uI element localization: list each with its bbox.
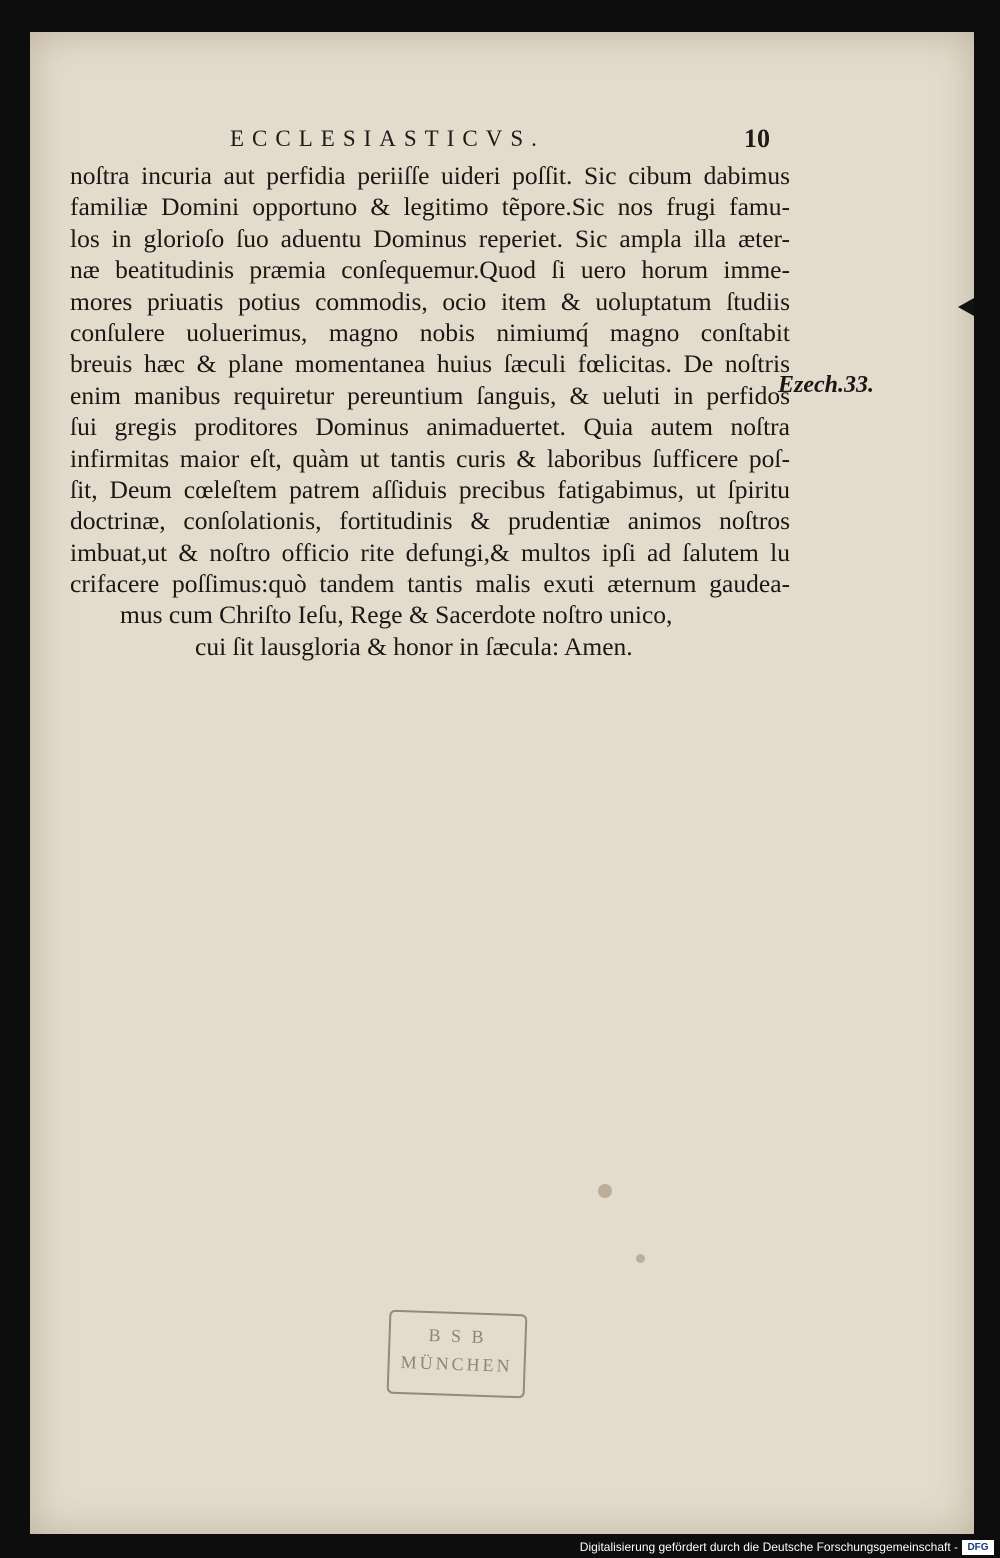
text-line: crifacere poſſimus:quò tandem tantis malis exuti æternum gaudea- <box>70 569 790 599</box>
book-page <box>30 32 974 1534</box>
text-line: imbuat,ut & noſtro officio rite defungi,& multos ipſi ad ſalutem lu <box>70 537 790 567</box>
page-tab-marker <box>958 298 974 316</box>
text-line: familiæ Domini opportuno & legitimo tẽpore.Sic nos frugi famu- <box>70 192 790 222</box>
page-number: 10 <box>744 124 770 153</box>
text-line: ſui gregis proditores Dominus animaduertet. Quia autem noſtra <box>70 412 790 442</box>
text-line: enim manibus requiretur pereuntium ſanguis, & ueluti in perfidos <box>70 380 790 410</box>
library-stamp <box>387 1310 528 1399</box>
text-line: cui ſit lausgloria & honor in ſæcula: Amen. <box>195 631 633 661</box>
text-line: næ beatitudinis præmia conſequemur.Quod ſi uero horum imme- <box>70 255 790 285</box>
text-line: mus cum Chriſto Ieſu, Rege & Sacerdote noſtro unico, <box>120 600 673 630</box>
text-line: mores priuatis potius commodis, ocio item & uoluptatum ſtudiis <box>70 286 790 316</box>
dfg-logo-icon: DFG <box>962 1540 994 1555</box>
text-line: breuis hæc & plane momentanea huius ſæculi fœlicitas. De noſtris <box>70 349 790 379</box>
page-header <box>30 120 974 160</box>
funding-credit: Digitalisierung gefördert durch die Deutsche Forschungsgemeinschaft - <box>579 1540 958 1554</box>
text-line: doctrinæ, conſolationis, fortitudinis & prudentiæ animos noſtros <box>70 506 790 536</box>
paper-spot <box>598 1184 612 1198</box>
text-line: infirmitas maior eſt, quàm ut tantis curis & laboribus ſufficere poſ- <box>70 443 790 473</box>
text-line: noſtra incuria aut perfidia periiſſe uideri poſſit. Sic cibum dabimus <box>70 161 790 190</box>
marginal-note: Ezech.33. <box>778 372 874 398</box>
text-line: ſit, Deum cœleſtem patrem aſſiduis precibus fatigabimus, ut ſpiritu <box>70 474 790 504</box>
text-line: conſulere uoluerimus, magno nobis nimiumq́ magno conſtabit <box>70 317 790 347</box>
body-text <box>70 160 790 662</box>
footer-bar <box>0 1538 1000 1558</box>
running-head: ECCLESIASTICVS. <box>230 126 545 151</box>
paper-spot <box>636 1254 645 1263</box>
text-line: los in glorioſo ſuo aduentu Dominus reperiet. Sic ampla illa æter- <box>70 223 790 253</box>
stamp-line: MÜNCHEN <box>400 1352 513 1376</box>
stamp-line: B S B <box>428 1325 487 1348</box>
